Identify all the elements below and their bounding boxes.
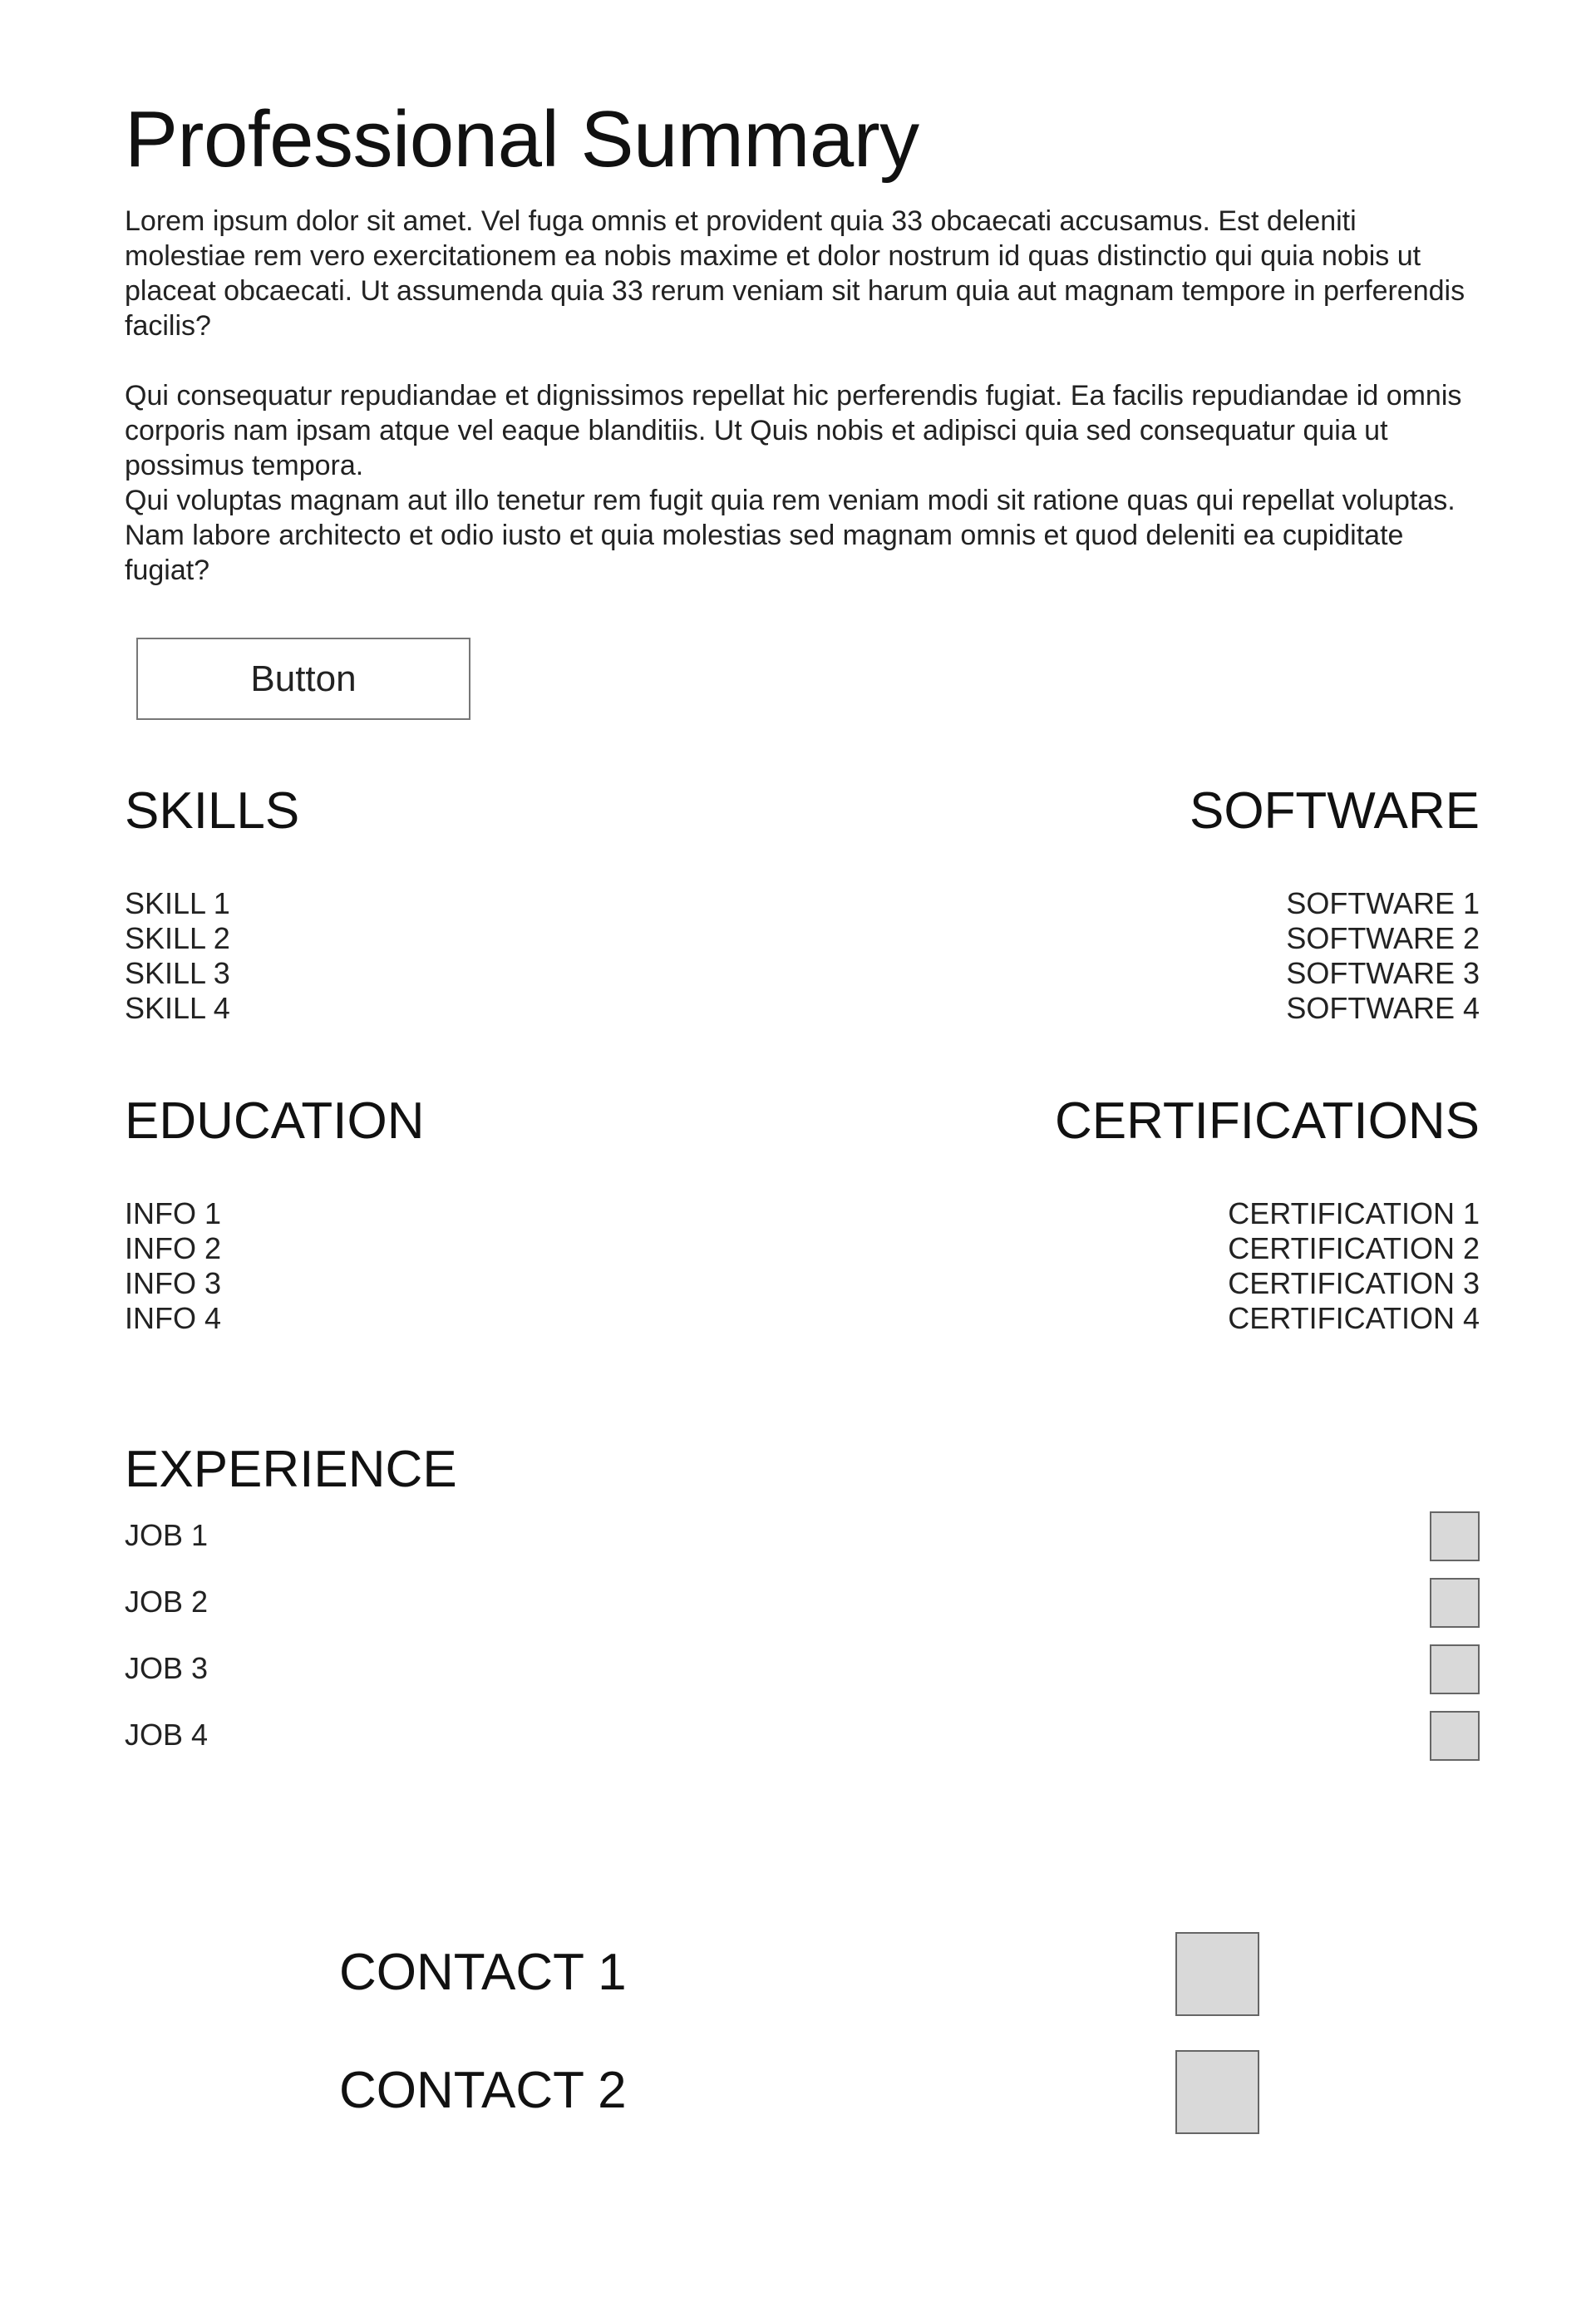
certification-item: CERTIFICATION 4 [1228, 1301, 1480, 1335]
education-list [125, 1196, 221, 1336]
skill-item: SKILL 3 [125, 956, 230, 990]
skill-item: SKILL 1 [125, 886, 230, 920]
job-label: JOB 1 [125, 1518, 209, 1552]
contact-label-2: CONTACT 2 [339, 2062, 627, 2119]
contact-1-image-placeholder [1175, 1932, 1259, 2016]
job-checkbox[interactable] [1430, 1578, 1480, 1628]
certification-item: CERTIFICATION 3 [1228, 1266, 1480, 1300]
resume-page [125, 0, 1480, 2307]
job-row [125, 1711, 1480, 1762]
education-item: INFO 4 [125, 1301, 222, 1335]
job-label: JOB 4 [125, 1718, 209, 1752]
certifications-heading: CERTIFICATIONS [1055, 1092, 1480, 1150]
job-label: JOB 3 [125, 1651, 209, 1685]
summary-text [125, 204, 1480, 588]
software-heading: SOFTWARE [1189, 782, 1480, 840]
education-heading: EDUCATION [125, 1092, 425, 1150]
contact-2-image-placeholder [1175, 2050, 1259, 2134]
certification-item: CERTIFICATION 1 [1228, 1196, 1480, 1230]
job-row [125, 1511, 1480, 1563]
education-item: INFO 2 [125, 1231, 222, 1265]
software-item: SOFTWARE 3 [1286, 956, 1480, 990]
job-label: JOB 2 [125, 1585, 209, 1619]
summary-paragraph-1: Lorem ipsum dolor sit amet. Vel fuga omnis et provident quia 33 obcaecati accusamus. Est deleniti molestiae rem vero exercitationem ea nobis maxime et dolor nostrum id quas distinctio qui quia nobis ut placeat obcaecati. Ut assumenda quia 33 rerum veniam sit harum quia aut magnam tempore in perferendis facilis? [125, 205, 1465, 342]
primary-button[interactable]: Button [136, 638, 470, 720]
education-item: INFO 1 [125, 1196, 222, 1230]
certifications-list [1228, 1196, 1480, 1336]
job-checkbox[interactable] [1430, 1711, 1480, 1761]
certification-item: CERTIFICATION 2 [1228, 1231, 1480, 1265]
contact-label-1: CONTACT 1 [339, 1944, 627, 2001]
job-row [125, 1578, 1480, 1629]
job-checkbox[interactable] [1430, 1644, 1480, 1694]
summary-paragraph-2: Qui consequatur repudiandae et dignissimos repellat hic perferendis fugiat. Ea facilis repudiandae id omnis corporis nam ipsam atque vel eaque blanditiis. Ut Quis nobis et adipisci quia sed consequatur quia ut possimus tempora. [125, 380, 1462, 481]
job-checkbox[interactable] [1430, 1511, 1480, 1561]
job-row [125, 1644, 1480, 1696]
skill-item: SKILL 2 [125, 921, 230, 955]
education-item: INFO 3 [125, 1266, 222, 1300]
skill-item: SKILL 4 [125, 991, 230, 1025]
skills-list [125, 886, 230, 1026]
software-item: SOFTWARE 2 [1286, 921, 1480, 955]
software-item: SOFTWARE 1 [1286, 886, 1480, 920]
skills-heading: SKILLS [125, 782, 300, 840]
page-title: Professional Summary [125, 95, 919, 184]
experience-heading: EXPERIENCE [125, 1441, 457, 1498]
software-item: SOFTWARE 4 [1286, 991, 1480, 1025]
summary-paragraph-3: Qui voluptas magnam aut illo tenetur rem fugit quia rem veniam modi sit ratione quas qui repellat voluptas. Nam labore architecto et odio iusto et quia molestias sed magnam omnis et quod deleniti ea cupiditate fugiat? [125, 485, 1456, 586]
software-list [1286, 886, 1480, 1026]
